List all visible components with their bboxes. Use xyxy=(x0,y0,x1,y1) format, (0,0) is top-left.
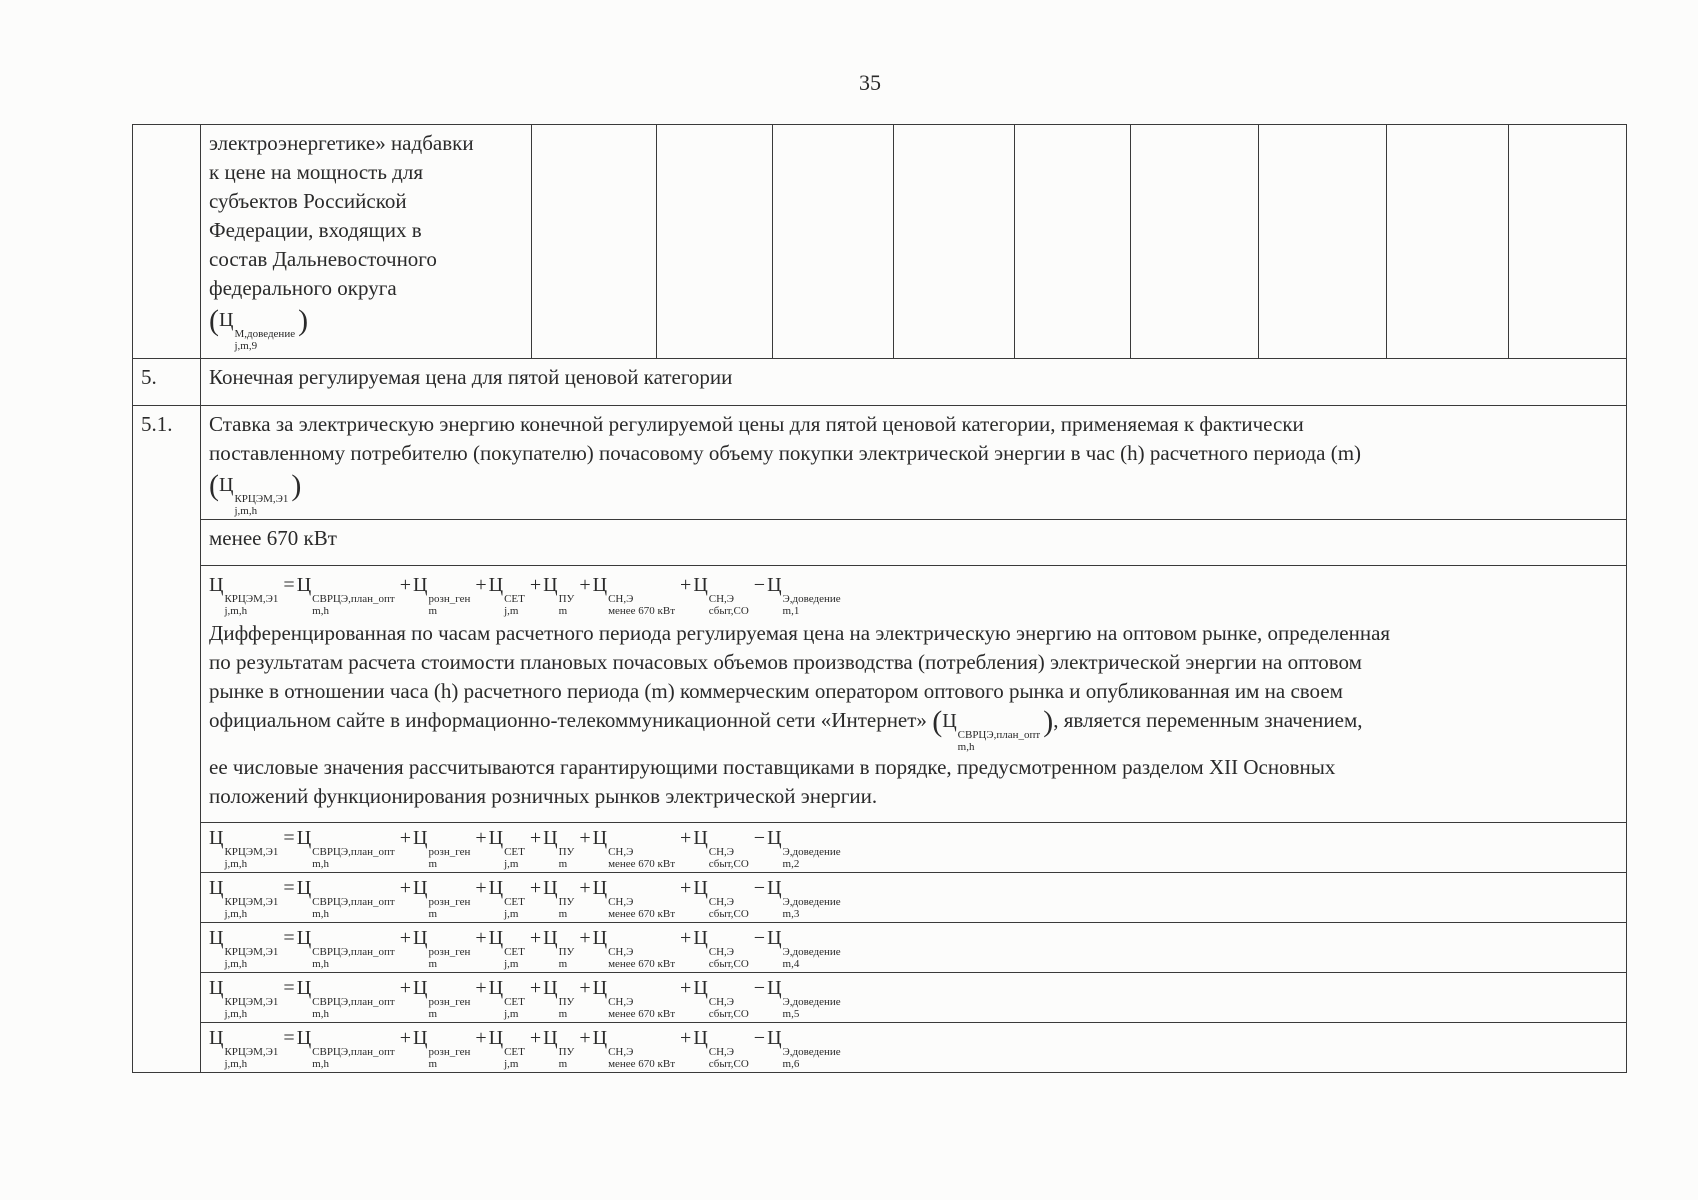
row-number: 5.1. xyxy=(133,406,201,1073)
row-number: 5. xyxy=(133,359,201,406)
table-row-formula-3 xyxy=(133,873,1627,923)
text-line: официальном сайте в информационно-телекоммуникационной сети «Интернет» (Ц СВРЦЭ,план_опт m,h ), является переменным значением, xyxy=(209,705,1363,753)
text-line: Ставка за электрическую энергию конечной регулируемой цены для пятой ценовой категории, применяемая к фактически xyxy=(209,412,1304,436)
formula-line: Ц КРЦЭМ,Э1 j,m,h = Ц СВРЦЭ,план_опт m,h + Ц розн_ген m + Ц СЕТ j,m + Ц ПУ m + Ц СН,Э менее 670 кВт + Ц СН,Э сбыт,СО − Ц Э,доведение m,2 xyxy=(209,827,841,870)
text-line: по результатам расчета стоимости плановых почасовых объемов производства (потребления) электрической энергии на оптовом xyxy=(209,650,1362,674)
empty-cell xyxy=(1131,125,1259,359)
symbol-m-dovedenie: (Ц М,доведение j,m,9 ) xyxy=(209,304,309,352)
empty-cell xyxy=(1015,125,1131,359)
symbol-krcem: (Ц КРЦЭМ,Э1 j,m,h ) xyxy=(209,469,302,517)
empty-cell xyxy=(894,125,1015,359)
row-description xyxy=(201,406,1627,520)
formula-line: Ц КРЦЭМ,Э1 j,m,h = Ц СВРЦЭ,план_опт m,h + Ц розн_ген m + Ц СЕТ j,m + Ц ПУ m + Ц СН,Э менее 670 кВт + Ц СН,Э сбыт,СО − Ц Э,доведение m,4 xyxy=(209,927,841,970)
table-row-formula-1 xyxy=(133,566,1627,823)
text-line: к цене на мощность для xyxy=(209,160,423,184)
table-row-5 xyxy=(133,359,1627,406)
formula-cell xyxy=(201,1023,1627,1073)
formula-cell xyxy=(201,566,1627,823)
text-line: федерального округа xyxy=(209,276,397,300)
formula-cell xyxy=(201,973,1627,1023)
empty-cell xyxy=(1387,125,1509,359)
formula-cell xyxy=(201,923,1627,973)
empty-cell xyxy=(773,125,894,359)
text-line: Федерации, входящих в xyxy=(209,218,422,242)
formula-line: Ц КРЦЭМ,Э1 j,m,h = Ц СВРЦЭ,план_опт m,h + Ц розн_ген m + Ц СЕТ j,m + Ц ПУ m + Ц СН,Э менее 670 кВт + Ц СН,Э сбыт,СО − Ц Э,доведение m,6 xyxy=(209,1027,841,1070)
page-number: 35 xyxy=(859,70,881,95)
formula-line: Ц КРЦЭМ,Э1 j,m,h = Ц СВРЦЭ,план_опт m,h + Ц розн_ген m + Ц СЕТ j,m + Ц ПУ m + Ц СН,Э менее 670 кВт + Ц СН,Э сбыт,СО − Ц Э,доведение m,3 xyxy=(209,877,841,920)
table-row-5-1 xyxy=(133,406,1627,520)
symbol-svrce: (Ц СВРЦЭ,план_опт m,h ) xyxy=(932,705,1054,753)
table-row-formula-6 xyxy=(133,1023,1627,1073)
table-row-power xyxy=(133,520,1627,566)
row-description: Конечная регулируемая цена для пятой ценовой категории xyxy=(201,359,1627,406)
formula-cell xyxy=(201,873,1627,923)
empty-cell xyxy=(532,125,657,359)
text-line: поставленному потребителю (покупателю) почасовому объему покупки электрической энергии в час (h) расчетного периода (m) xyxy=(209,441,1362,465)
text-line: субъектов Российской xyxy=(209,189,407,213)
continuation-description xyxy=(201,125,532,359)
table-row-formula-5 xyxy=(133,973,1627,1023)
table-row-continuation xyxy=(133,125,1627,359)
power-label: менее 670 кВт xyxy=(201,520,1627,566)
formula-cell xyxy=(201,823,1627,873)
table-row-formula-2 xyxy=(133,823,1627,873)
row-number-empty xyxy=(133,125,201,359)
text-line: ее числовые значения рассчитываются гарантирующими поставщиками в порядке, предусмотренном разделом XII Основных xyxy=(209,755,1336,779)
text-line: положений функционирования розничных рынков электрической энергии. xyxy=(209,784,878,808)
price-table xyxy=(132,124,1627,1073)
empty-cell xyxy=(657,125,773,359)
text-line: электроэнергетике» надбавки xyxy=(209,131,474,155)
formula-line: Ц КРЦЭМ,Э1 j,m,h = Ц СВРЦЭ,план_опт m,h + Ц розн_ген m + Ц СЕТ j,m + Ц ПУ m + Ц СН,Э менее 670 кВт + Ц СН,Э сбыт,СО − Ц Э,доведение m,1 xyxy=(209,574,841,617)
formula-line: Ц КРЦЭМ,Э1 j,m,h = Ц СВРЦЭ,план_опт m,h + Ц розн_ген m + Ц СЕТ j,m + Ц ПУ m + Ц СН,Э менее 670 кВт + Ц СН,Э сбыт,СО − Ц Э,доведение m,5 xyxy=(209,977,841,1020)
text-line: рынке в отношении часа (h) расчетного периода (m) коммерческим оператором оптового рынка и опубликованная им на своем xyxy=(209,679,1343,703)
text-line: состав Дальневосточного xyxy=(209,247,437,271)
text-line: Дифференцированная по часам расчетного периода регулируемая цена на электрическую энергию на оптовом рынке, определенная xyxy=(209,621,1391,645)
table-row-formula-4 xyxy=(133,923,1627,973)
empty-cell xyxy=(1259,125,1387,359)
empty-cell xyxy=(1509,125,1627,359)
